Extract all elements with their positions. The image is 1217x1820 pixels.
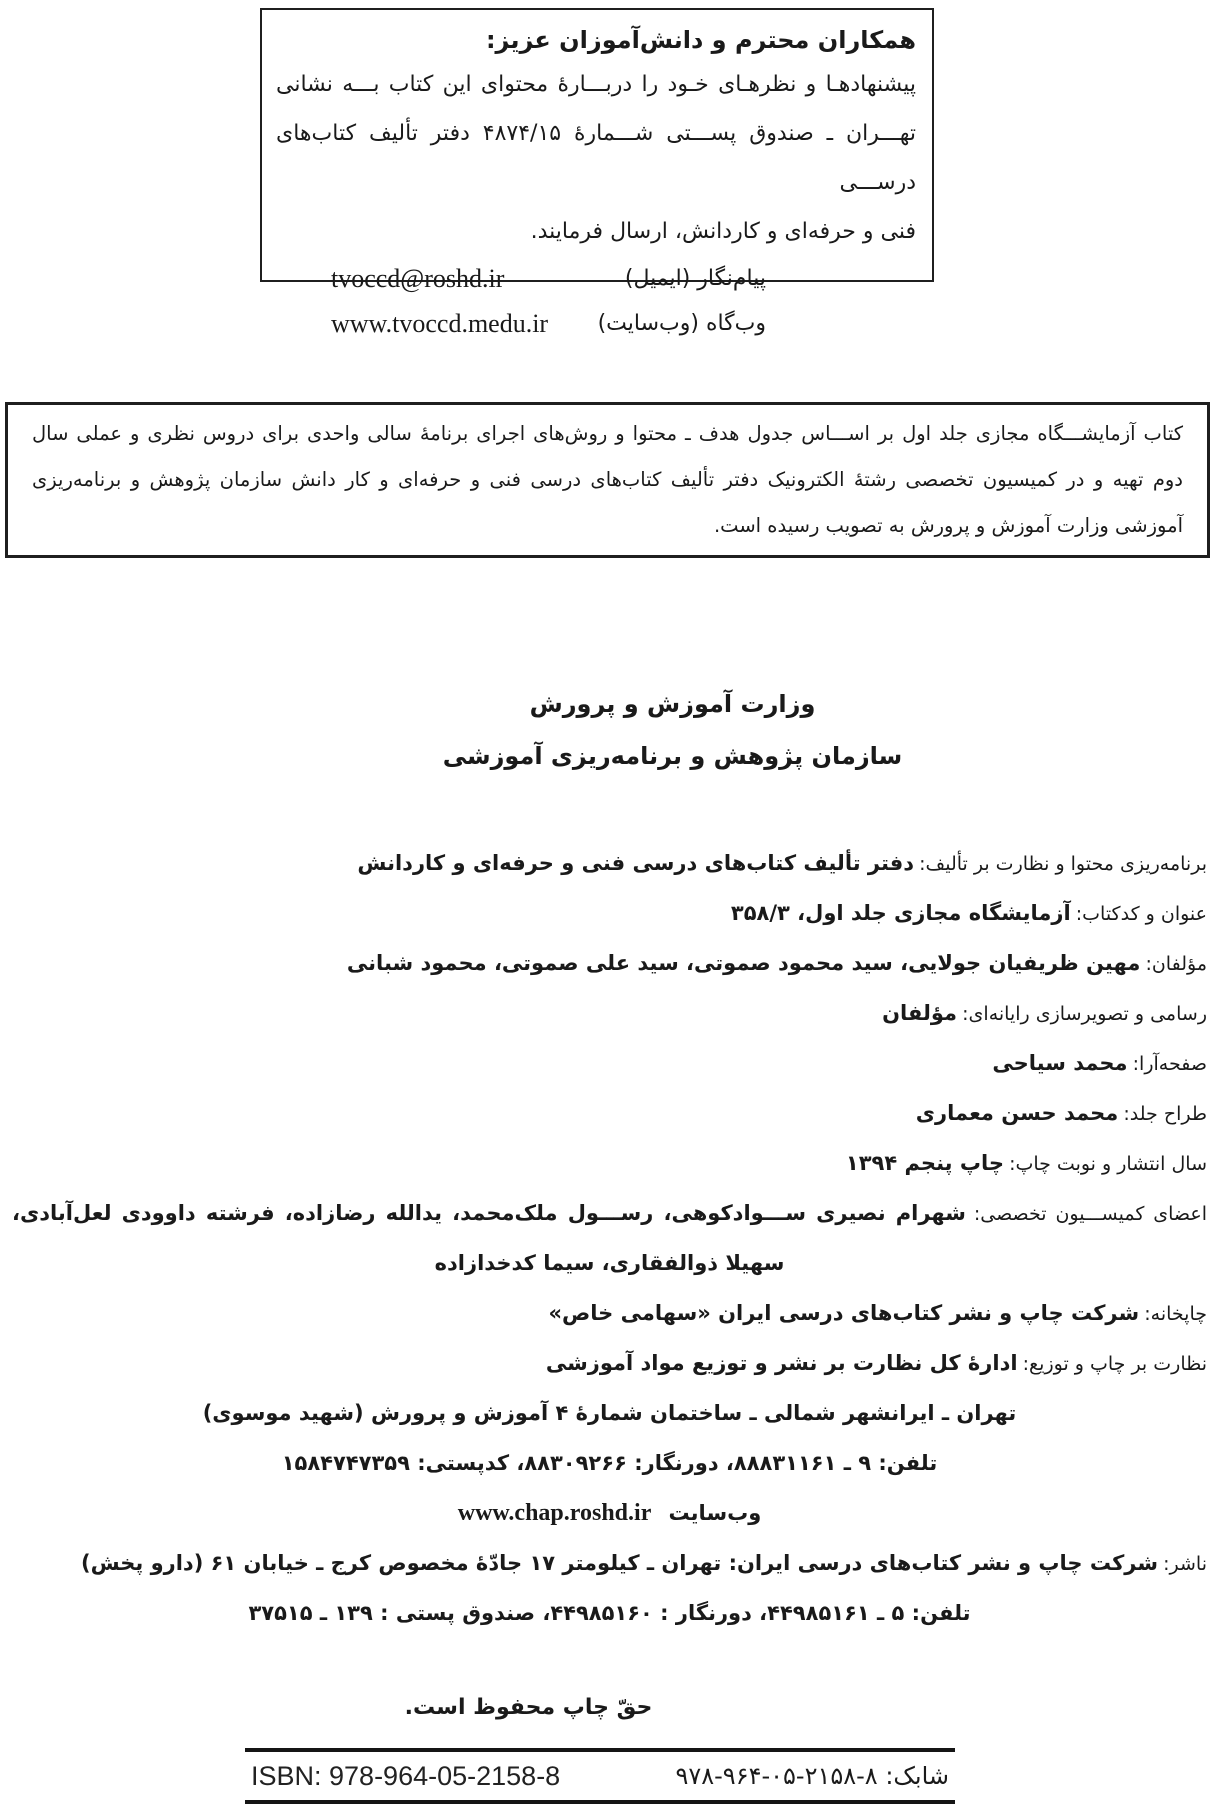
approval-line: دوم تهیه و در کمیسیون تخصصی رشتهٔ الکترونیک دفتر تألیف کتاب‌های درسی فنی و حرفه‌ای و کار دانش سازمان پژوهش و برنامه‌ریزی — [32, 468, 1183, 491]
credit-row-layout — [12, 1038, 1207, 1088]
credit-label: ناشر: — [1163, 1553, 1207, 1575]
feedback-line: تهـــران ـ صندوق پســـتی شـــمارهٔ ۴۸۷۴/۱۵ دفتر تألیف کتاب‌های درســـی — [276, 121, 916, 195]
website-value: www.tvoccd.medu.ir — [331, 308, 549, 338]
credit-row-edition — [12, 1138, 1207, 1188]
feedback-title: همکاران محترم و دانش‌آموزان عزیز: — [485, 26, 916, 54]
isbn-fa-value: ۹۷۸-۹۶۴-۰۵-۲۱۵۸-۸ — [675, 1762, 878, 1790]
isbn-bar — [245, 1748, 955, 1804]
credit-label: چاپخانه: — [1144, 1303, 1207, 1325]
credit-value: شرکت چاپ و نشر کتاب‌های درسی ایران: تهران ـ کیلومتر ۱۷ جادّهٔ مخصوص کرج ـ خیابان ۶۱ (دارو پخش) — [80, 1551, 1159, 1575]
ministry-heading — [0, 684, 1217, 776]
website-label: وب‌گاه (وب‌سایت) — [597, 311, 766, 336]
credit-value: تلفن: ۵ ـ ۴۴۹۸۵۱۶۱، دورنگار : ۴۴۹۸۵۱۶۰، صندوق پستی : ۱۳۹ ـ ۳۷۵۱۵ — [248, 1601, 971, 1625]
credit-row-cover-designer — [12, 1088, 1207, 1138]
credit-label: سال انتشار و نوبت چاپ: — [1009, 1153, 1207, 1175]
credit-row-distribution — [12, 1338, 1207, 1388]
credit-label: صفحه‌آرا: — [1132, 1053, 1207, 1075]
email-label: پیام‌نگار (ایمیل) — [624, 266, 766, 291]
isbn-fa — [675, 1762, 949, 1790]
email-value: tvoccd@roshd.ir — [331, 263, 505, 293]
credit-value: تلفن: ۹ ـ ۸۸۸۳۱۱۶۱، دورنگار: ۸۸۳۰۹۲۶۶، کدپستی: ۱۵۸۴۷۴۷۳۵۹ — [281, 1451, 938, 1475]
credit-label: طراح جلد: — [1123, 1103, 1207, 1125]
credit-row-publisher-phone — [12, 1588, 1207, 1638]
credit-row-committee — [12, 1188, 1207, 1238]
credit-value: شرکت چاپ و نشر کتاب‌های درسی ایران «سهامی خاص» — [548, 1301, 1140, 1325]
feedback-box — [260, 8, 934, 338]
credit-label: وب‌سایت — [668, 1501, 762, 1525]
ministry-line-2: سازمان پژوهش و برنامه‌ریزی آموزشی — [442, 742, 903, 770]
publisher-website-url: www.chap.roshd.ir — [457, 1500, 652, 1526]
credit-row-phone-fax — [12, 1438, 1207, 1488]
feedback-line: پیشنهادهـا و نظرهـای خـود را دربـــارهٔ محتوای این کتاب بـــه نشانی — [276, 72, 916, 97]
website-row — [276, 301, 916, 346]
feedback-line: فنی و حرفه‌ای و کاردانش، ارسال فرمایند. — [530, 219, 916, 244]
credit-label: برنامه‌ریزی محتوا و نظارت بر تألیف: — [919, 853, 1207, 875]
credit-value: محمد سیاحی — [992, 1051, 1128, 1075]
credit-label: رسامی و تصویرسازی رایانه‌ای: — [962, 1003, 1207, 1025]
credit-row-planning — [12, 838, 1207, 888]
credit-value: سهیلا ذوالفقاری، سیما کدخدازاده — [434, 1251, 785, 1275]
credit-label: عنوان و کدکتاب: — [1075, 903, 1207, 925]
approval-box — [5, 402, 1210, 558]
credit-label: اعضای کمیســـیون تخصصی: — [973, 1203, 1207, 1225]
credit-label: مؤلفان: — [1145, 953, 1207, 975]
credit-value: مهین ظریفیان جولایی، سید محمود صموتی، سید علی صموتی، محمود شبانی — [346, 951, 1141, 975]
copyright-note: حقّ چاپ محفوظ است. — [404, 1695, 653, 1720]
isbn-fa-label: شابک: — [885, 1762, 949, 1790]
credit-row-address — [12, 1388, 1207, 1438]
credit-row-authors — [12, 938, 1207, 988]
approval-line: آموزشی وزارت آموزش و پرورش به تصویب رسیده است. — [713, 514, 1183, 537]
credits-section — [12, 838, 1207, 1638]
credit-row-website — [12, 1488, 1207, 1538]
credit-value: ادارهٔ کل نظارت بر نشر و توزیع مواد آموزشی — [545, 1351, 1018, 1375]
email-row — [276, 256, 916, 301]
credit-value: تهران ـ ایرانشهر شمالی ـ ساختمان شمارهٔ ۴ آموزش و پرورش (شهید موسوی) — [202, 1401, 1017, 1425]
isbn-en: ISBN: 978-964-05-2158-8 — [251, 1760, 561, 1791]
credit-value: شهرام نصیری ســـوادکوهی، رســـول ملک‌محمد، یدالله رضازاده، فرشته داوودی لعل‌آبادی، — [12, 1201, 966, 1225]
approval-line: کتاب آزمایشـــگاه مجازی جلد اول بر اســـاس جدول هدف ـ محتوا و روش‌های اجرای برنامهٔ سالی واحدی برای دروس نظری و عملی سال — [32, 422, 1183, 445]
credit-row-committee-cont — [12, 1238, 1207, 1288]
credit-value: محمد حسن معماری — [915, 1101, 1119, 1125]
credit-value: آزمایشگاه مجازی جلد اول، ۳۵۸/۳ — [730, 901, 1071, 925]
credit-value: دفتر تألیف کتاب‌های درسی فنی و حرفه‌ای و کاردانش — [357, 851, 915, 875]
credit-value: چاپ پنجم ۱۳۹۴ — [845, 1151, 1004, 1175]
credit-value: مؤلفان — [882, 1001, 958, 1025]
ministry-line-1: وزارت آموزش و پرورش — [529, 690, 816, 718]
credit-row-title-code — [12, 888, 1207, 938]
credit-row-publisher — [12, 1538, 1207, 1588]
credit-row-printing-house — [12, 1288, 1207, 1338]
credit-row-illustration — [12, 988, 1207, 1038]
credit-label: نظارت بر چاپ و توزیع: — [1022, 1353, 1207, 1375]
